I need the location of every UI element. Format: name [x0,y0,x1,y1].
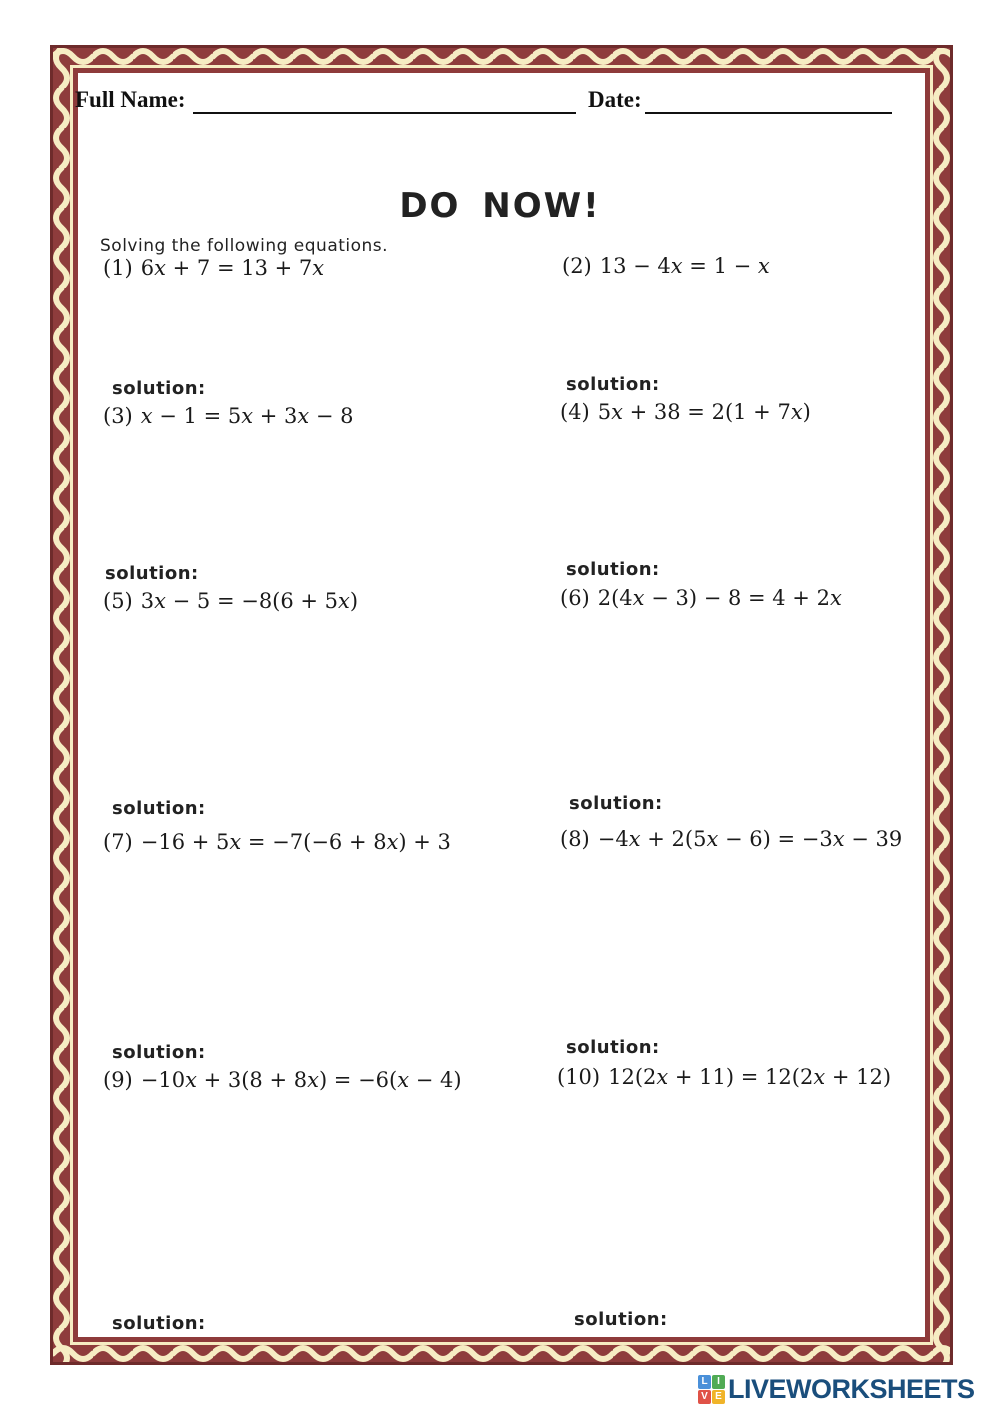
problem-8 [560,827,902,851]
equation: −16 + 5x = −7(−6 + 8x) + 3 [140,830,451,854]
border-wave-right [933,48,950,1362]
equation: −10x + 3(8 + 8x) = −6(x − 4) [140,1068,462,1092]
problem-number: (2) [562,254,592,278]
solution-label-10: solution: [574,1309,668,1330]
logo-tile-i: I [712,1375,725,1389]
problem-6 [560,586,842,610]
full-name-label: Full Name: [75,87,186,112]
equation: 3x − 5 = −8(6 + 5x) [140,589,359,613]
problem-3 [103,404,354,428]
solution-label-3: solution: [105,563,199,584]
solution-label-9: solution: [112,1313,206,1334]
problem-10 [557,1065,891,1089]
page-title: DO NOW! [399,186,601,226]
problem-2 [562,254,770,278]
equation: 2(4x − 3) − 8 = 4 + 2x [597,586,842,610]
date-field[interactable] [645,90,892,114]
border-wave-bottom [53,1345,950,1362]
liveworksheets-logo-text: LIVEWORKSHEETS [728,1374,975,1404]
solution-label-6: solution: [569,793,663,814]
solution-label-5: solution: [112,798,206,819]
solution-label-1: solution: [112,378,206,399]
border-wave-top [53,48,950,65]
problem-4 [560,400,811,424]
problem-number: (7) [103,830,133,854]
problem-9 [103,1068,462,1092]
solution-label-2: solution: [566,374,660,395]
equation: 12(2x + 11) = 12(2x + 12) [608,1065,892,1089]
instructions-text: Solving the following equations. [100,236,389,256]
problem-number: (8) [560,827,590,851]
solution-label-4: solution: [566,559,660,580]
logo-tile-v: V [698,1390,711,1404]
problem-7 [103,830,451,854]
date-label: Date: [588,87,642,112]
equation: 13 − 4x = 1 − x [599,254,770,278]
equation: 5x + 38 = 2(1 + 7x) [597,400,811,424]
problem-number: (9) [103,1068,133,1092]
problem-number: (1) [103,256,133,280]
problem-number: (10) [557,1065,601,1089]
problem-number: (3) [103,404,133,428]
full-name-field[interactable] [193,90,576,114]
problem-1 [103,256,324,280]
problem-number: (4) [560,400,590,424]
logo-tile-e: E [712,1390,725,1404]
equation: 6x + 7 = 13 + 7x [140,256,325,280]
solution-label-8: solution: [566,1037,660,1058]
liveworksheets-logo[interactable] [698,1374,975,1404]
solution-label-7: solution: [112,1042,206,1063]
logo-tile-l: L [698,1375,711,1389]
problem-number: (5) [103,589,133,613]
problem-number: (6) [560,586,590,610]
problem-5 [103,589,358,613]
equation: x − 1 = 5x + 3x − 8 [140,404,354,428]
liveworksheets-logo-icon [698,1375,725,1404]
border-wave-left [53,48,70,1362]
equation: −4x + 2(5x − 6) = −3x − 39 [597,827,903,851]
